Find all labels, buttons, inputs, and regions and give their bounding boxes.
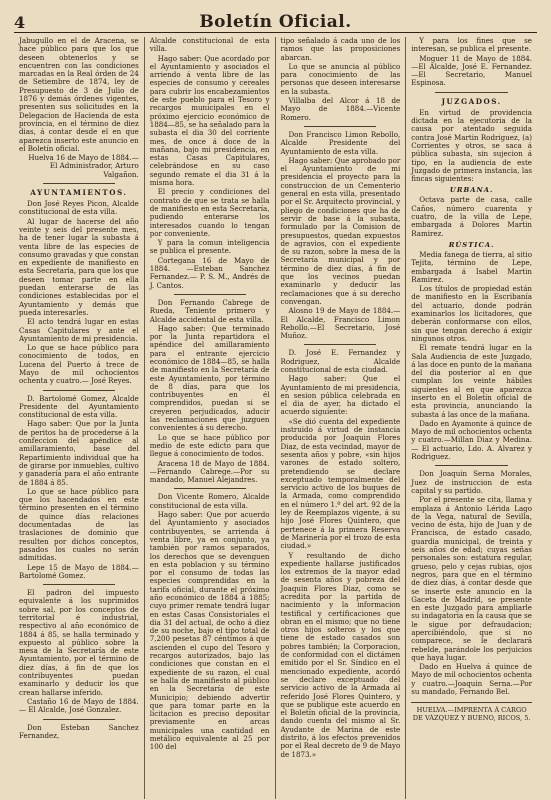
- paragraph: Lo que se hace público para conocimiento de todos, en Lucena del Puerto á trece de Mayo de mil ochocientos ochenta y cuatro.— José Reyes.: [19, 343, 139, 386]
- signature: Aracena 18 de Mayo de 1884. —Fernando Cabrege.—Por su mandado, Manuel Alejandres.: [149, 458, 270, 485]
- paragraph: Lo que se hace público por medio de este edicto para que llegue á conocimiento de todos.: [149, 432, 270, 459]
- signature: Dado en Huelva á quince de Mayo de mil ochocientos ochenta y cuatro.—Joaquin Serna.—Por su mandado, Fernando Bel.: [411, 662, 532, 697]
- printer-imprint: HUELVA.—IMPRENTA Á CARGO DE VÁZQUEZ Y BUENO, RICOS, 5.: [411, 702, 532, 722]
- paragraph: Hago saber: Que por acuerdo del Ayuntamiento y asociados contribuyentes, se arrienda á venta libre, ya en conjunto, ya también por ramos separados, los derechos que se devenguen en esta poblacion y su término por el consumo de todas las especies comprendidas en la tarifa oficial, durante el próximo año económico de 1884 á 1885; cuyo primer remate tendrá lugar en estas Casas Consistoriales el dia 31 del actual, de ocho á diez de su noche, bajo el tipo total de 7,200 pesetas 87 céntimos á que ascienden el cupo del Tesoro y recargos autorizados, bajo las condiciones que constan en el expediente de su razon, el cual se halla de manifiesto al público en la Secretaría de este Municipio; debiendo advertir que para tomar parte en la licitacion es preciso depositar previamente en arcas municipales una cantidad en metálico equivalente al 25 por 100 del: [149, 510, 270, 752]
- divider: [435, 92, 507, 93]
- notice-heading: Don Fernando Cabrege de Rueda, Teniente primero y Alcalde accidental de esta villa.: [149, 297, 270, 324]
- divider: [43, 719, 115, 720]
- paragraph: El remate tendrá lugar en la Sala Audiencia de este Juzgado, á las doce en punto de la mañana del dia posterior al en que cumplan los veinte hábiles siguientes al en que aparezca inserto en el Boletín oficial de esta provincia, anunciando la subasta á las once de la mañana.: [411, 343, 532, 419]
- divider: [304, 126, 376, 127]
- paragraph: Los títulos de propiedad están de manifiesto en la Escribanía del actuario, donde podrán examinarlos los licitadores, que deberán conformarse con ellos, sin que tengan derecho á exigir ningunos otros.: [411, 284, 532, 343]
- divider: [174, 488, 246, 489]
- paragraph: Al lugar de hacerse del año veinte y seis del presente mes, ha de tener lugar la subasta á venta libre de las especies de consumo gravadas y que constan en expediente de manifiesto en esta Secretaria, para que los que deseen tomar parte en ella puedan enterarse de las condiciones establecidas por el Ayuntamiento y demás que pueda interesarles.: [19, 216, 139, 317]
- notice-heading: D. Bartolomé Gomez, Alcalde Presidente del Ayuntamiento constitucional de esta villa.: [19, 393, 139, 420]
- paragraph: El acto tendrá lugar en estas Casas Capitulares y ante el Ayuntamiento de mi presidencia.: [19, 317, 139, 343]
- text-columns: [14, 37, 537, 799]
- paragraph: Media fanega de tierra, al sitio Tejita, término de Lepe, embargada á Isabel Martin Ramirez.: [411, 249, 532, 284]
- signature: Dado en Ayamonte á quince de Mayo de mil ochocientos ochenta y cuatro.—Millan Diaz y Medina.— El actuario, Ldo. A. Alvarez y Rodriguez.: [411, 418, 532, 462]
- signature: Huelva 16 de Mayo de 1884.— El Administrador, Arturo Valgañon.: [28, 153, 139, 179]
- divider: [435, 465, 507, 466]
- signature: Lepe 15 de Mayo de 1884.— Bartolomé Gomez.: [19, 562, 139, 580]
- signature: Villalba del Alcor á 18 de Mayo de 1884.—Vicente Romero.: [280, 96, 401, 122]
- paragraph: Por el presente se cita, llama y emplaza á Antonio Lérida Lago de la Vega, natural de Sevilla, vecino de ésta, hijo de Juan y de Francisca, de estado casado, guardia municipal, de treinta y seis años de edad; cuyas señas personales son: estatura regular, grueso, pelo y cejas rubias, ojos negros, para que en el término de diez días, á contar desde que se inserte este anuncio en la Gaceta de Madrid, se presente en este Juzgado para ampliarle su indagatoria en la causa que se le sigue por defraudacion; apercibiéndolo, que si no comparece, se le declarará rebelde, parándole los perjuicios que haya lugar.: [411, 495, 532, 662]
- signature: Alosno 19 de Mayo de 1884.— El Alcalde, Francisco Limon Rebollo.—El Secretario, José Muñoz.: [280, 306, 401, 341]
- divider: [43, 584, 115, 585]
- signature: Castaño 16 de Mayo de 1884.— El Alcalde, José Gonzalez.: [19, 696, 139, 715]
- column-4: [406, 37, 537, 799]
- column-3: [276, 37, 407, 799]
- paragraph: Lo que se anuncia al público para conocimiento de las personas que deseen interesarse en la subasta.: [280, 61, 401, 96]
- divider: [174, 294, 246, 295]
- paragraph: Y resultando de dicho expediente hallarse justificados los extremos de la mayor edad de sesenta años y pobreza del Joaquin Flores Diaz, como se acredita por la partida de nacimiento y la informacion testifical y certificaciones que obran en el mismo; que no tiene otros hijos solteros y los que tiene de estado casados son pobres también; la Corporacion, de conformidad con el dictámen emitido por el Sr. Síndico en el mencionado expediente, acordó se declare exceptuado del servicio activo de la Armada al referido José Flores Quintero, y que se publique este acuerdo en el Boletín oficial de la provincia, dando cuenta del mismo al Sr. Ayudante de Marina de este distrito, á los efectos prevenidos por el Real decreto de 9 de Mayo de 1873.»: [280, 550, 401, 759]
- column-1: [14, 37, 145, 799]
- paragraph: Hago saber: Que acordado por el Ayuntamiento y asociados el arriendo á venta libre de las especies de consumo y cereales para cubrir los encabezamientos de este pueblo para el Tesoro y recargos municipales en el próximo ejercicio económico de 1884—85, se ha señalado para la subasta el dia 30 del corriente mes, de once á doce de la mañana, bajo mi presidencia, en estas Casas Capitulares, celebrándose en su caso segundo remate el dia 31 á la misma hora.: [149, 53, 270, 188]
- subheading-urbana: URBANA.: [449, 186, 494, 195]
- paragraph: Hago saber: Que aprobado por el Ayuntamiento de mi presidencia el proyecto para la construccion de un Cementerio general en esta villa, presentado por el Sr. Arquitecto provincial, y pliego de condiciones que ha de servir de base á la subasta, formulado por la Comision de presupuestos, quedan expuestos de agravios, con el expediente de su razon, sobre la mesa de la Secretaría municipal y por término de diez días, á fin de que los vecinos puedan examinarlo y deducir las reclamaciones que á su derecho convengan.: [280, 155, 401, 306]
- notice-heading: Alcalde constitucional de esta villa.: [149, 37, 270, 54]
- notice-heading: Don Francisco Limon Rebollo, Alcalde Presidente del Ayuntamiento de esta villa.: [280, 129, 401, 156]
- divider: [43, 183, 115, 184]
- notice-heading: Don José Reyes Picon, Alcalde constitucional de esta villa.: [19, 199, 139, 217]
- divider: [304, 344, 376, 345]
- paragraph: Lo que se hace público para que los hacendados en este término presenten en el término de quince días relaciones documentadas de las traslaciones de dominio que resulten por dichos conceptos, pasados los cuales no serán admitidas.: [19, 486, 139, 563]
- paragraph: tipo señalado á cada uno de los ramos que las proposiciones abarcan.: [280, 37, 401, 62]
- page-number: 4: [14, 13, 26, 32]
- paragraph: El precio y condiciones del contrato de que se trata se halla de manifiesto en esta Secretaría, pudiendo enterarse los interesados cuando lo tengan por conveniente.: [149, 187, 270, 238]
- divider: [43, 390, 115, 391]
- signature: Cortegana 16 de Mayo de 1884. —Esteban Sanchez Fernandez.— P. S. M., Andrés de J. Cantos.: [149, 255, 270, 290]
- section-heading: AYUNTAMIENTOS.: [30, 188, 128, 198]
- notice-heading: Don Joaquin Serna Morales, Juez de instruccion de esta capital y su partido.: [411, 469, 532, 495]
- notice-heading: D. José E. Fernandez y Rodriguez, Alcalde constitucional de esta ciudad.: [280, 348, 401, 374]
- paragraph: Y para la comun inteligencia se publica el presente.: [149, 238, 270, 256]
- paragraph: Hago saber: Que el Ayuntamiento de mi presidencia, en sesion pública celebrada en el dia de ayer, ha dictado el acuerdo siguiente:: [280, 374, 401, 417]
- signature: Moguer 11 de Mayo de 1884. —El Alcalde, José E. Fernandez. —El Secretario, Manuel Espinosa.: [411, 53, 532, 88]
- paragraph: «Se dió cuenta del expediente instruido á virtud de instancia producida por Joaquin Flores Diaz, de esta vecindad, mayor de sesenta años y pobre, «sin hijos varones de estado soltero, pretendiendo se declare exceptuado temporalmente del servicio activo de los buques de la Armada, como comprendido en el número 1.º del art. 92 de la ley de Reemplazos vigente, á su hijo José Flores Quintero, que pertenece á la primera Reserva de Marinería por el trozo de esta ciudad.»: [280, 416, 401, 551]
- publication-title: Boletín Oficial.: [199, 12, 352, 32]
- page-header: [14, 8, 537, 33]
- paragraph: Hago saber: Que terminado por la Junta repartidora el apéndice del amillaramiento para el entrante ejercicio económico de 1884—85, se halla de manifiesto en la Secretaría de este Ayuntamiento, por término de 8 días, para que los contribuyentes en él comprendidos, puedan si se creyeren perjudicados, aducir las reclamaciones que juzguen convenientes á su derecho.: [149, 323, 270, 433]
- section-heading: JUZGADOS.: [441, 96, 502, 106]
- subheading-rustica: RÚSTICA.: [448, 240, 495, 249]
- paragraph: En virtud de providencia dictada en la ejecutoria de la causa por atentado seguida contra José Martin Rodriguez, (a) Corrientes y otros, se saca á pública subasta, sin sujecion á tipo, en la audiencia de este Juzgado de primera instancia, las fincas siguientes:: [411, 107, 532, 184]
- notice-heading: Don Esteban Sanchez Fernandez,: [19, 722, 139, 740]
- paragraph: Hago saber: Que por la Junta de peritos ha de procederse á la confeccion del apéndice al amillaramiento, base del Repartimiento individual que ha de girarse por inmuebles, cultivo y ganadería para el año entrante de 1884 á 85.: [19, 419, 139, 487]
- paragraph: El padron del impuesto equivalente á los suprimidos sobre sal, por los conceptos de territorial é industrial, respectivo al año económico de 1884 á 85, se halla terminado y expuesto al público sobre la mesa de la Secretaría de este Ayuntamiento, por el término de diez días, á fin de que los contribuyentes puedan examinarlo y deducir los que crean hallarse inferido.: [19, 588, 139, 697]
- paragraph: Jabugullo en el de Aracena, se hace público para que los que deseen obtenerlos y se encuentren con las condiciones marcadas en la Real órden de 24 de Setiembre de 1874, ley de Presupuesto de 3 de Julio de 1876 y demás órdenes vigentes, presenten sus solicitudes en la Delegacion de Hacienda de esta provincia, en el término de diez dias, á contar desde el en que aparezca inserto este anuncio en el Boletín oficial.: [19, 37, 139, 153]
- paragraph: Octava parte de casa, calle Caños, número cuarenta y cuatro, de la villa de Lepe, embargada á Dolores Martin Ramirez.: [411, 195, 532, 238]
- notice-heading: Don Vicente Romero, Alcalde constitucional de esta villa.: [149, 492, 270, 510]
- paragraph: Y para los fines que se interesan, se publica el presente.: [411, 37, 532, 54]
- column-2: [145, 37, 276, 799]
